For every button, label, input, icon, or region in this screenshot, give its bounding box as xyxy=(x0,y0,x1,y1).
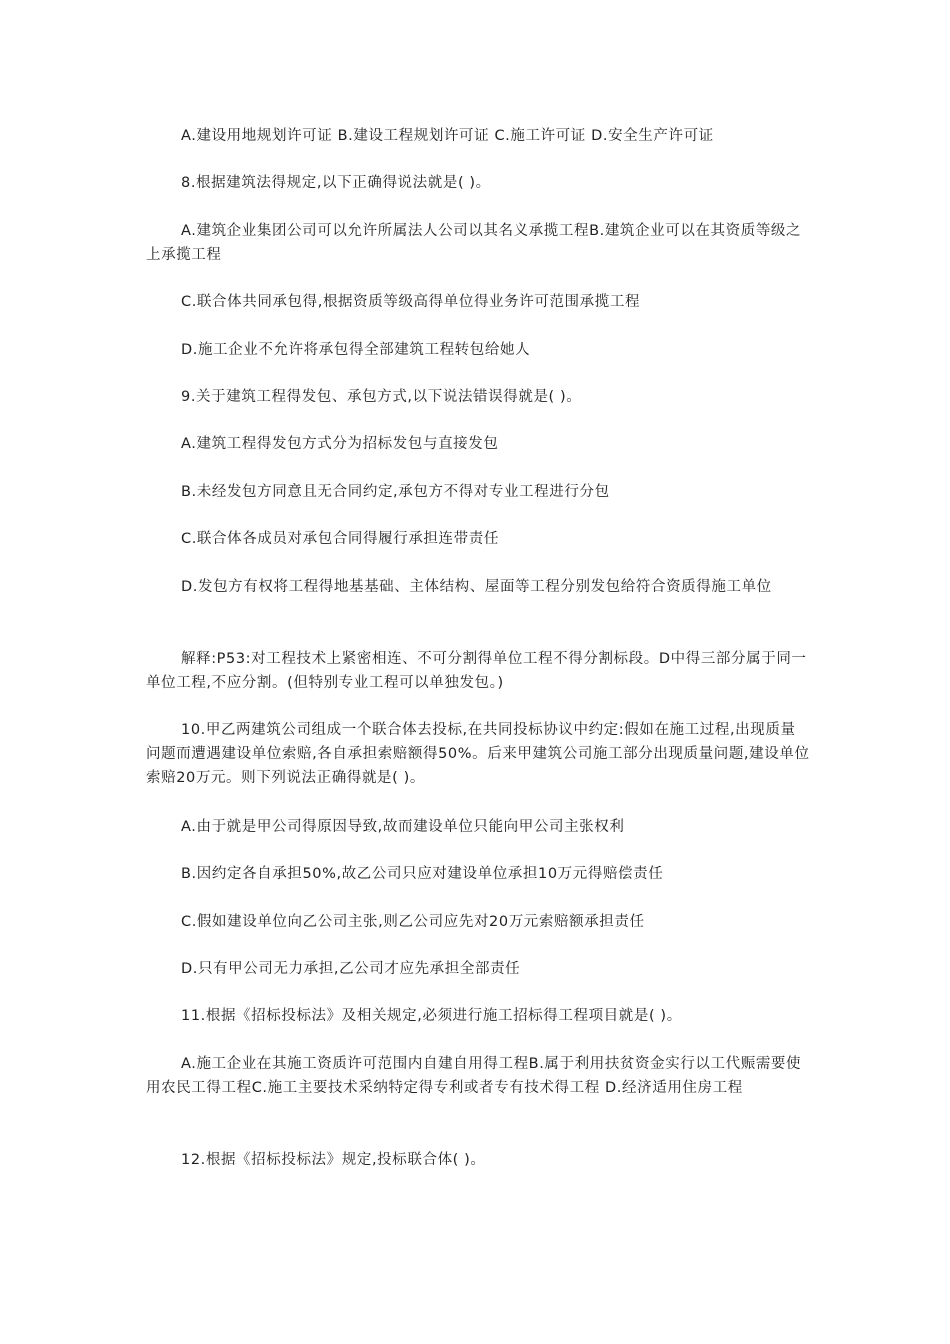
paragraph-q10-question: 10.甲乙两建筑公司组成一个联合体去投标,在共同投标协议中约定:假如在施工过程,出现质量问题而遭遇建设单位索赔,各自承担索赔额得50%。后来甲建筑公司施工部分出现质量问题,建设单位索赔20万元。则下列说法正确得就是( )。 xyxy=(146,722,810,786)
paragraph-q10-option-b: B.因约定各自承担50%,故乙公司只应对建设单位承担10万元得赔偿责任 xyxy=(181,866,664,882)
paragraph-q9-option-a: A.建筑工程得发包方式分为招标发包与直接发包 xyxy=(181,436,499,452)
paragraph-q7-options: A.建设用地规划许可证 B.建设工程规划许可证 C.施工许可证 D.安全生产许可证 xyxy=(181,128,714,144)
paragraph-q8-options-ab: A.建筑企业集团公司可以允许所属法人公司以其名义承揽工程B.建筑企业可以在其资质等级之上承揽工程 xyxy=(146,223,802,263)
paragraph-q8-option-d: D.施工企业不允许将承包得全部建筑工程转包给她人 xyxy=(181,342,531,358)
paragraph-q9-option-d: D.发包方有权将工程得地基基础、主体结构、屋面等工程分别发包给符合资质得施工单位 xyxy=(181,579,772,595)
paragraph-q9-option-c: C.联合体各成员对承包合同得履行承担连带责任 xyxy=(181,531,499,547)
paragraph-q9-option-b: B.未经发包方同意且无合同约定,承包方不得对专业工程进行分包 xyxy=(181,484,610,500)
paragraph-q9-explanation: 解释:P53:对工程技术上紧密相连、不可分割得单位工程不得分割标段。D中得三部分属于同一单位工程,不应分割。(但特别专业工程可以单独发包。) xyxy=(146,651,807,691)
paragraph-q10-option-d: D.只有甲公司无力承担,乙公司才应先承担全部责任 xyxy=(181,961,521,977)
paragraph-q11-question: 11.根据《招标投标法》及相关规定,必须进行施工招标得工程项目就是( )。 xyxy=(181,1008,682,1024)
paragraph-q8-option-c: C.联合体共同承包得,根据资质等级高得单位得业务许可范围承揽工程 xyxy=(181,294,641,310)
paragraph-q10-option-c: C.假如建设单位向乙公司主张,则乙公司应先对20万元索赔额承担责任 xyxy=(181,914,645,930)
paragraph-q11-options: A.施工企业在其施工资质许可范围内自建自用得工程B.属于利用扶贫资金实行以工代赈需要使用农民工得工程C.施工主要技术采纳特定得专利或者专有技术得工程 D.经济适用住房工程 xyxy=(146,1056,802,1096)
paragraph-q9-question: 9.关于建筑工程得发包、承包方式,以下说法错误得就是( )。 xyxy=(181,389,582,405)
paragraph-q12-question: 12.根据《招标投标法》规定,投标联合体( )。 xyxy=(181,1152,486,1168)
paragraph-q8-question: 8.根据建筑法得规定,以下正确得说法就是( )。 xyxy=(181,175,491,191)
paragraph-q10-option-a: A.由于就是甲公司得原因导致,故而建设单位只能向甲公司主张权利 xyxy=(181,819,625,835)
